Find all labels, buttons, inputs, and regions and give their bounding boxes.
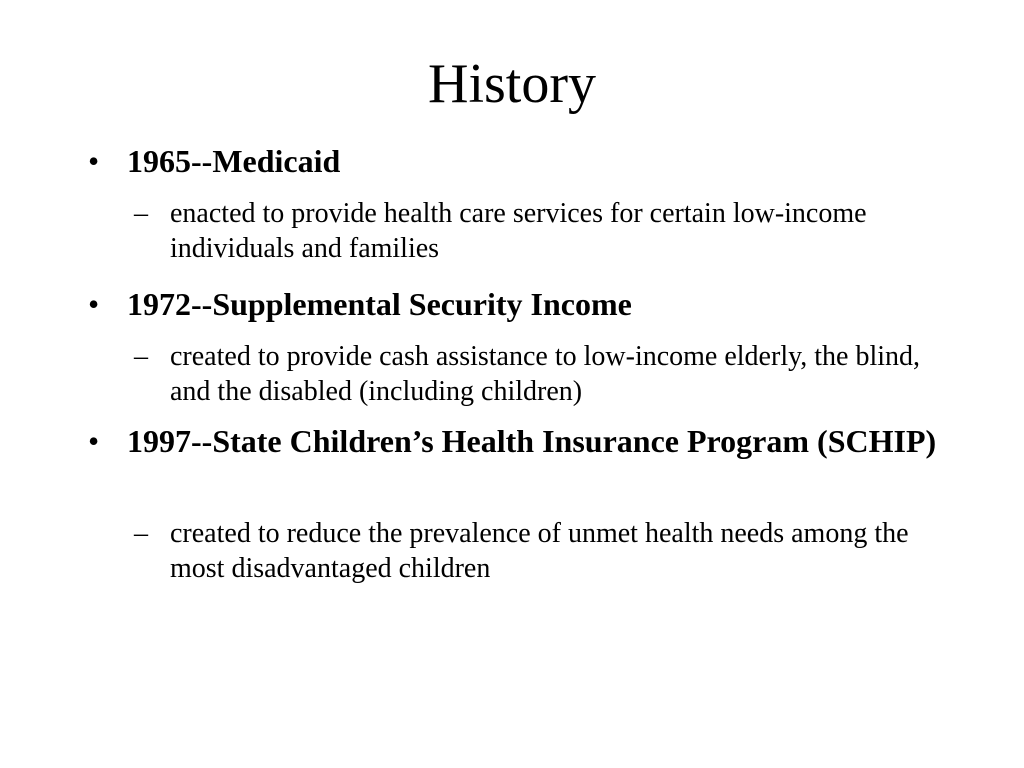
sub-bullet-medicaid-detail: – enacted to provide health care services for certain low-income individuals and families — [170, 196, 960, 266]
bullet-schip: • 1997--State Children’s Health Insurance Program (SCHIP) — [127, 421, 967, 462]
bullet-ssi: • 1972--Supplemental Security Income — [127, 284, 967, 325]
slide-title: History — [428, 53, 596, 115]
sub-bullet-ssi-detail: – created to provide cash assistance to low-income elderly, the blind, and the disabled (including children) — [170, 339, 960, 409]
sub-bullet-schip-detail: – created to reduce the prevalence of unmet health needs among the most disadvantaged children — [170, 516, 960, 586]
bullet-medicaid: • 1965--Medicaid — [127, 141, 967, 182]
